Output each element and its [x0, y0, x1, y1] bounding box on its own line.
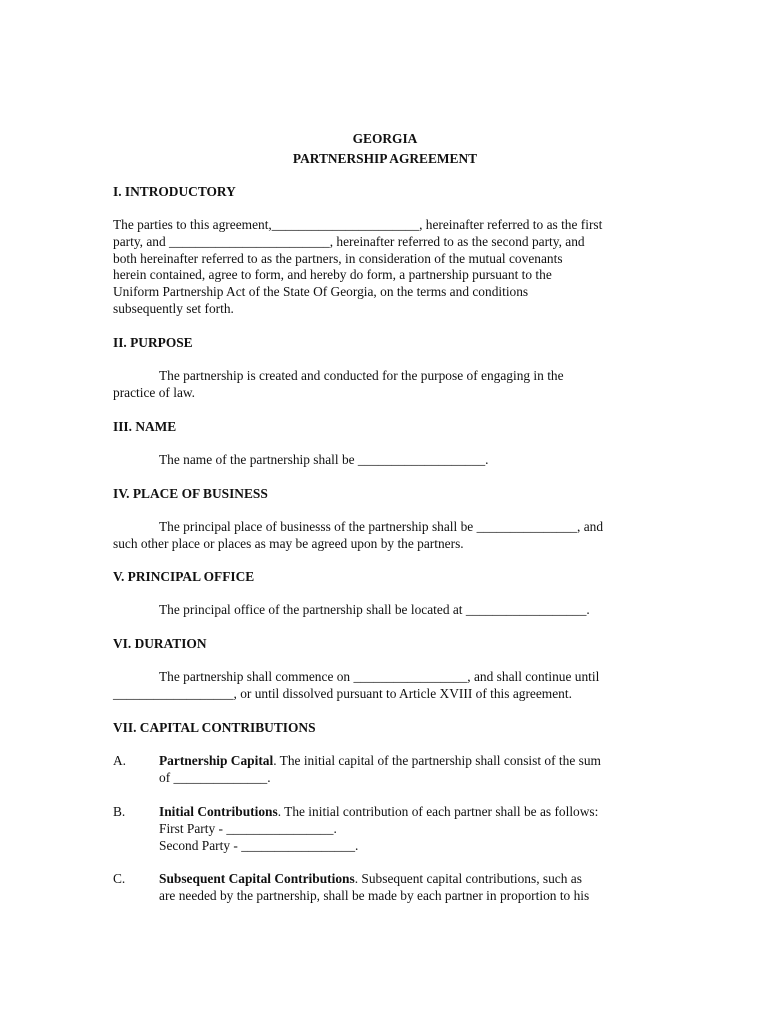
section-body-introductory [113, 217, 658, 318]
text-line-first-party: First Party - ________________. [159, 820, 337, 836]
section-heading-capital-contributions: VII. CAPITAL CONTRIBUTIONS [113, 720, 316, 735]
clause-title: Initial Contributions [159, 804, 278, 819]
text-line: practice of law. [113, 384, 196, 400]
text-line: subsequently set forth. [113, 300, 234, 316]
clause-title: Partnership Capital [159, 753, 274, 768]
section-heading-place-of-business: IV. PLACE OF BUSINESS [113, 486, 268, 501]
clause-text: . The initial contribution of each partner shall be as follows: [277, 804, 599, 819]
section-body-name [113, 452, 658, 469]
text-line: herein contained, agree to form, and hereby do form, a partnership pursuant to the [113, 267, 552, 283]
text-line: The principal place of businesss of the partnership shall be _______________, and [159, 519, 604, 534]
clause-letter: B. [113, 804, 126, 819]
text-line: such other place or places as may be agreed upon by the partners. [113, 535, 464, 551]
section-heading-duration: VI. DURATION [113, 636, 207, 651]
clause-text: . Subsequent capital contributions, such as [354, 871, 582, 886]
section-heading-purpose: II. PURPOSE [113, 335, 193, 350]
text-line: The principal office of the partnership shall be located at __________________. [159, 602, 590, 617]
section-body-purpose [113, 368, 658, 402]
text-line: The parties to this agreement,______________________, hereinafter referred to as the first [113, 217, 603, 232]
text-line: party, and ________________________, hereinafter referred to as the second party, and [113, 233, 585, 249]
section-body-principal-office [113, 602, 658, 619]
clause-letter: A. [113, 753, 127, 768]
section-body-duration [113, 669, 658, 703]
section-heading-introductory: I. INTRODUCTORY [113, 184, 236, 199]
document-state-title: GEORGIA [352, 131, 418, 146]
clause-body [159, 753, 659, 787]
clause-body [159, 871, 659, 905]
text-line: both hereinafter referred to as the partners, in consideration of the mutual covenants [113, 250, 563, 266]
clause-body [159, 804, 659, 854]
section-heading-principal-office: V. PRINCIPAL OFFICE [113, 569, 255, 584]
clause-text: . The initial capital of the partnership shall consist of the sum [273, 753, 601, 768]
text-line: __________________, or until dissolved pursuant to Article XVIII of this agreement. [113, 685, 572, 701]
text-line: The partnership is created and conducted for the purpose of engaging in the [159, 368, 564, 383]
clause-title: Subsequent Capital Contributions [159, 871, 355, 886]
document-title: PARTNERSHIP AGREEMENT [292, 151, 478, 166]
section-heading-name: III. NAME [113, 419, 177, 434]
text-line: are needed by the partnership, shall be made by each partner in proportion to his [159, 887, 590, 903]
text-line: of ______________. [159, 769, 271, 785]
text-line: The name of the partnership shall be ___________________. [159, 452, 489, 467]
clause-letter: C. [113, 871, 126, 886]
text-line: Uniform Partnership Act of the State Of Georgia, on the terms and conditions [113, 284, 529, 300]
text-line: The partnership shall commence on _________________, and shall continue until [159, 669, 600, 684]
section-body-place-of-business [113, 519, 658, 553]
text-line-second-party: Second Party - _________________. [159, 837, 359, 853]
